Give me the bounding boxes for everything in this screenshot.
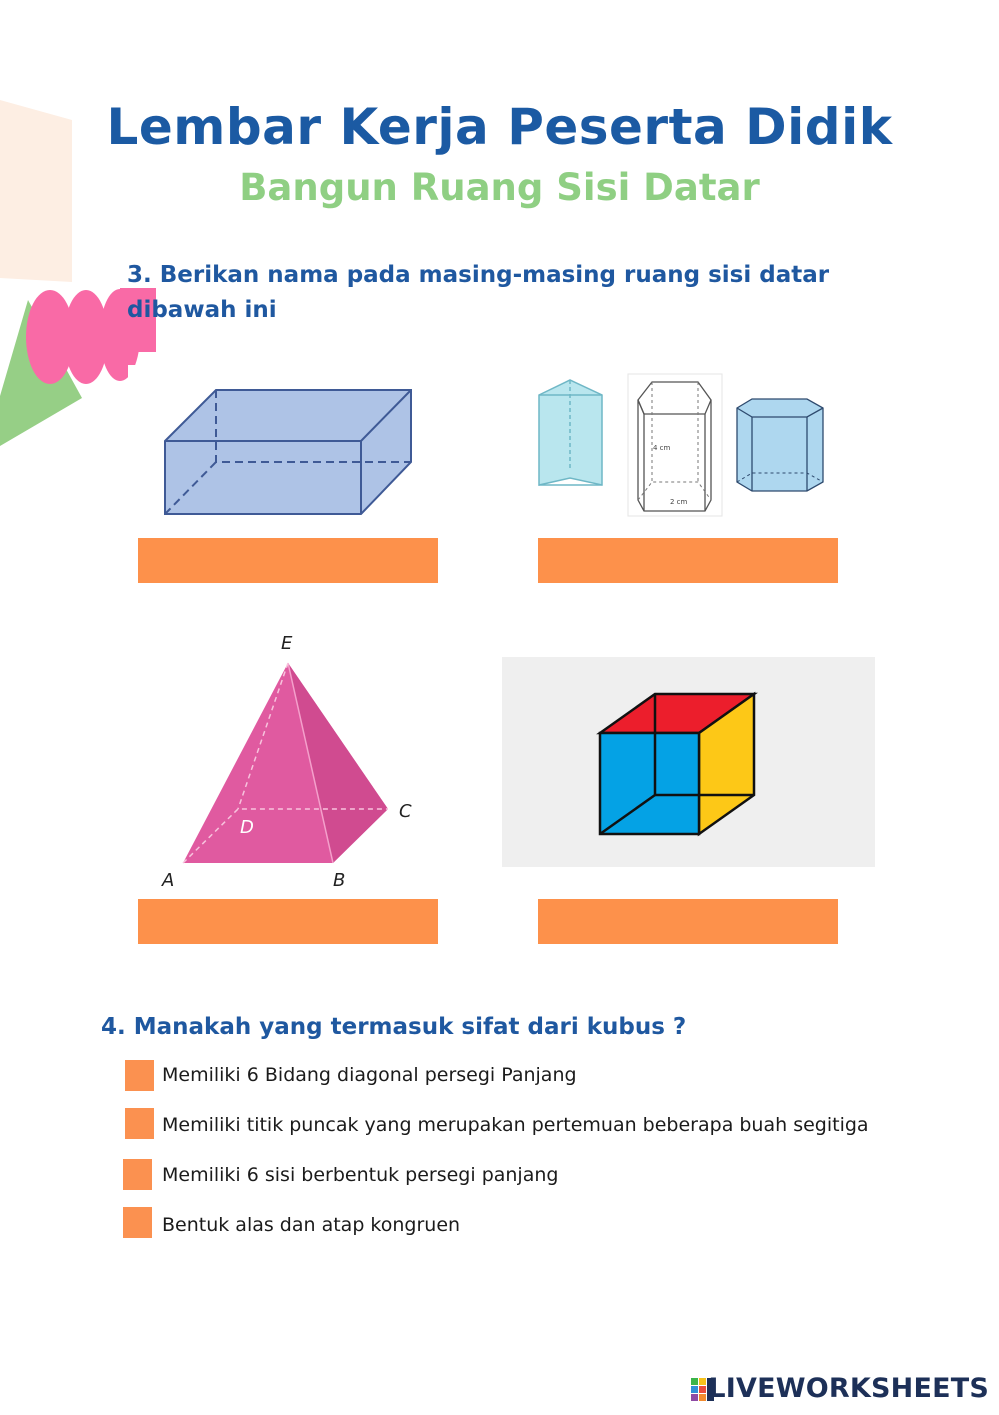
option-checkbox-4[interactable] — [123, 1207, 152, 1238]
prisms-illustration — [530, 370, 830, 518]
option-checkbox-1[interactable] — [125, 1060, 154, 1091]
rectangular-prism-illustration — [128, 365, 438, 527]
pyramid-label-e: E — [281, 633, 293, 654]
option-checkbox-2[interactable] — [125, 1108, 154, 1139]
option-label-3: Memiliki 6 sisi berbentuk persegi panjang — [162, 1164, 559, 1186]
page-title: Lembar Kerja Peserta Didik — [106, 98, 893, 156]
question-3 — [127, 258, 867, 328]
prism-base-label: 2 cm — [670, 498, 688, 506]
option-label-1: Memiliki 6 Bidang diagonal persegi Panjang — [162, 1064, 577, 1086]
answer-box-1[interactable] — [138, 538, 438, 583]
pyramid-label-a: A — [162, 870, 175, 891]
question-3-line1: 3. Berikan nama pada masing-masing ruang sisi datar — [127, 262, 830, 288]
liveworksheets-brand: LIVEWORKSHEETS — [708, 1373, 989, 1404]
question-3-line2: dibawah ini — [127, 297, 277, 323]
option-label-2: Memiliki titik puncak yang merupakan pertemuan beberapa buah segitiga — [162, 1114, 869, 1136]
pyramid-label-d: D — [240, 817, 254, 838]
option-label-4: Bentuk alas dan atap kongruen — [162, 1214, 461, 1236]
page-subtitle: Bangun Ruang Sisi Datar — [239, 166, 760, 209]
answer-box-3[interactable] — [138, 899, 438, 944]
option-checkbox-3[interactable] — [123, 1159, 152, 1190]
cube-illustration — [502, 657, 875, 867]
prism-height-label: 4 cm — [653, 444, 671, 452]
pyramid-illustration — [150, 625, 430, 895]
question-4: 4. Manakah yang termasuk sifat dari kubus ? — [101, 1014, 687, 1040]
answer-box-2[interactable] — [538, 538, 838, 583]
pyramid-label-c: C — [399, 801, 412, 822]
answer-box-4[interactable] — [538, 899, 838, 944]
pyramid-label-b: B — [333, 870, 346, 891]
